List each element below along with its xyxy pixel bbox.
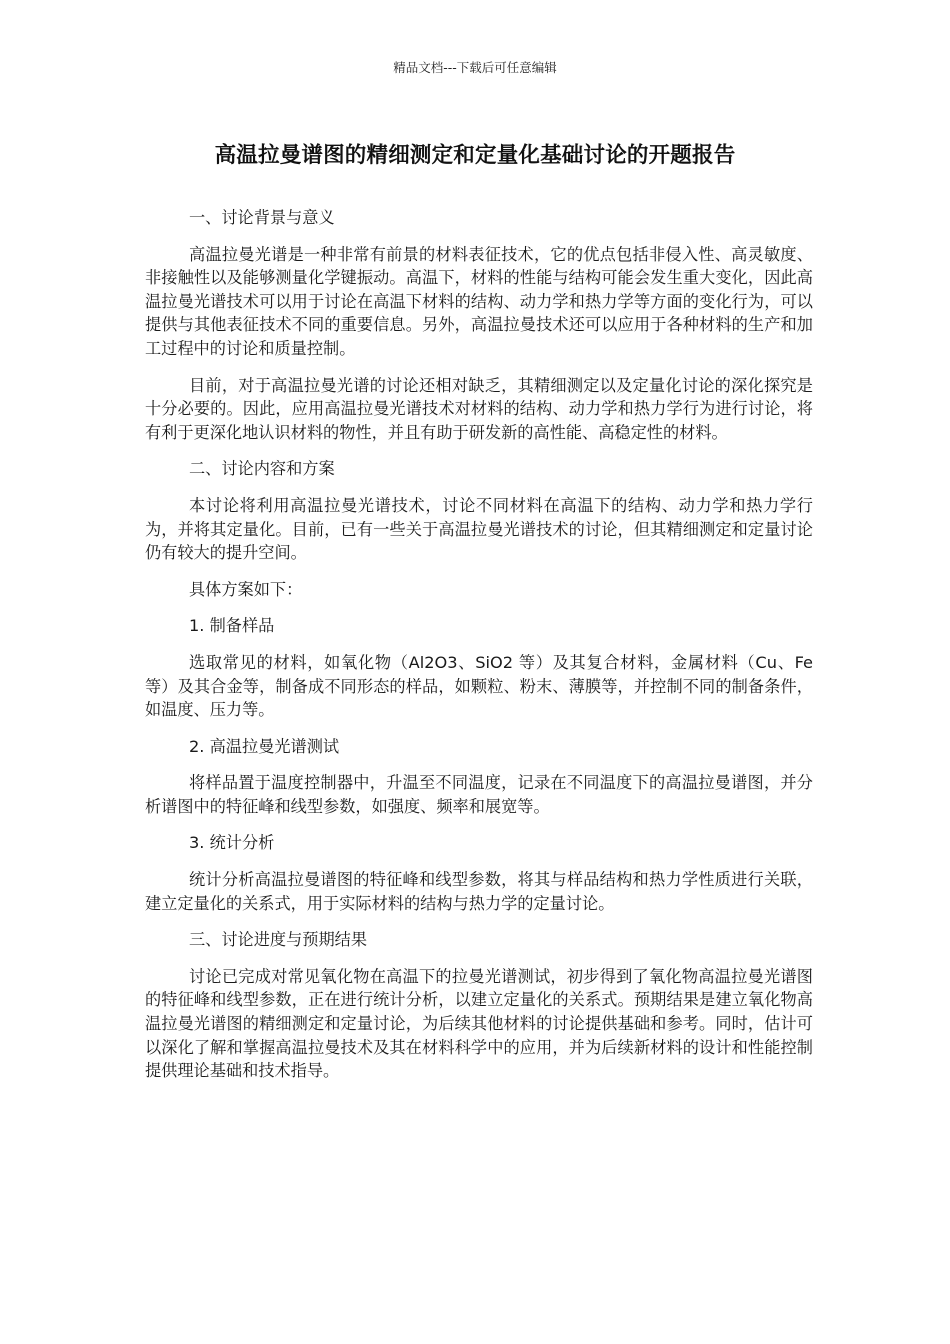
paragraph-content-1: 本讨论将利用高温拉曼光谱技术，讨论不同材料在高温下的结构、动力学和热力学行为，并将其定量化。目前，已有一些关于高温拉曼光谱技术的讨论，但其精细测定和定量讨论仍有较大的提升空间。 xyxy=(145,495,813,563)
paragraph-background-2: 目前，对于高温拉曼光谱的讨论还相对缺乏，其精细测定以及定量化讨论的深化探究是十分必要的。因此，应用高温拉曼光谱技术对材料的结构、动力学和热力学行为进行讨论，将有利于更深化地认识材料的物性，并且有助于研发新的高性能、高稳定性的材料。 xyxy=(145,375,813,442)
plan-item-heading-1: 1. 制备样品 xyxy=(189,616,275,636)
section-heading-content-plan: 二、讨论内容和方案 xyxy=(189,459,335,479)
page-header: 精品文档---下载后可任意编辑 xyxy=(393,60,557,75)
document-title: 高温拉曼谱图的精细测定和定量化基础讨论的开题报告 xyxy=(214,143,736,168)
plan-item-heading-2: 2. 高温拉曼光谱测试 xyxy=(189,736,340,756)
plan-item-heading-3: 3. 统计分析 xyxy=(189,833,275,853)
plan-item-paragraph-2: 将样品置于温度控制器中，升温至不同温度，记录在不同温度下的高温拉曼谱图，并分析谱图中的特征峰和线型参数，如强度、频率和展宽等。 xyxy=(145,773,813,816)
paragraph-plan-intro: 具体方案如下： xyxy=(189,579,303,599)
plan-item-paragraph-1: 选取常见的材料，如氧化物（Al2O3、SiO2 等）及其复合材料，金属材料（Cu、Fe 等）及其合金等，制备成不同形态的样品，如颗粒、粉末、薄膜等，并控制不同的制备条件，如温度、压力等。 xyxy=(145,652,813,720)
paragraph-progress-1: 讨论已完成对常见氧化物在高温下的拉曼光谱测试，初步得到了氧化物高温拉曼光谱图的特征峰和线型参数，正在进行统计分析，以建立定量化的关系式。预期结果是建立氧化物高温拉曼光谱图的精细测定和定量讨论，为后续其他材料的讨论提供基础和参考。同时，估计可以深化了解和掌握高温拉曼技术及其在材料科学中的应用，并为后续新材料的设计和性能控制提供理论基础和技术指导。 xyxy=(145,966,813,1081)
section-heading-background: 一、讨论背景与意义 xyxy=(189,208,335,227)
plan-item-paragraph-3: 统计分析高温拉曼谱图的特征峰和线型参数，将其与样品结构和热力学性质进行关联，建立定量化的关系式，用于实际材料的结构与热力学的定量讨论。 xyxy=(145,870,813,913)
section-heading-progress: 三、讨论进度与预期结果 xyxy=(189,930,368,950)
document-body xyxy=(145,206,813,1083)
paragraph-background-1: 高温拉曼光谱是一种非常有前景的材料表征技术，它的优点包括非侵入性、高灵敏度、非接触性以及能够测量化学键振动。高温下，材料的性能与结构可能会发生重大变化，因此高温拉曼光谱技术可以用于讨论在高温下材料的结构、动力学和热力学等方面的变化行为，可以提供与其他表征技术不同的重要信息。另外，高温拉曼技术还可以应用于各种材料的生产和加工过程中的讨论和质量控制。 xyxy=(145,244,813,358)
